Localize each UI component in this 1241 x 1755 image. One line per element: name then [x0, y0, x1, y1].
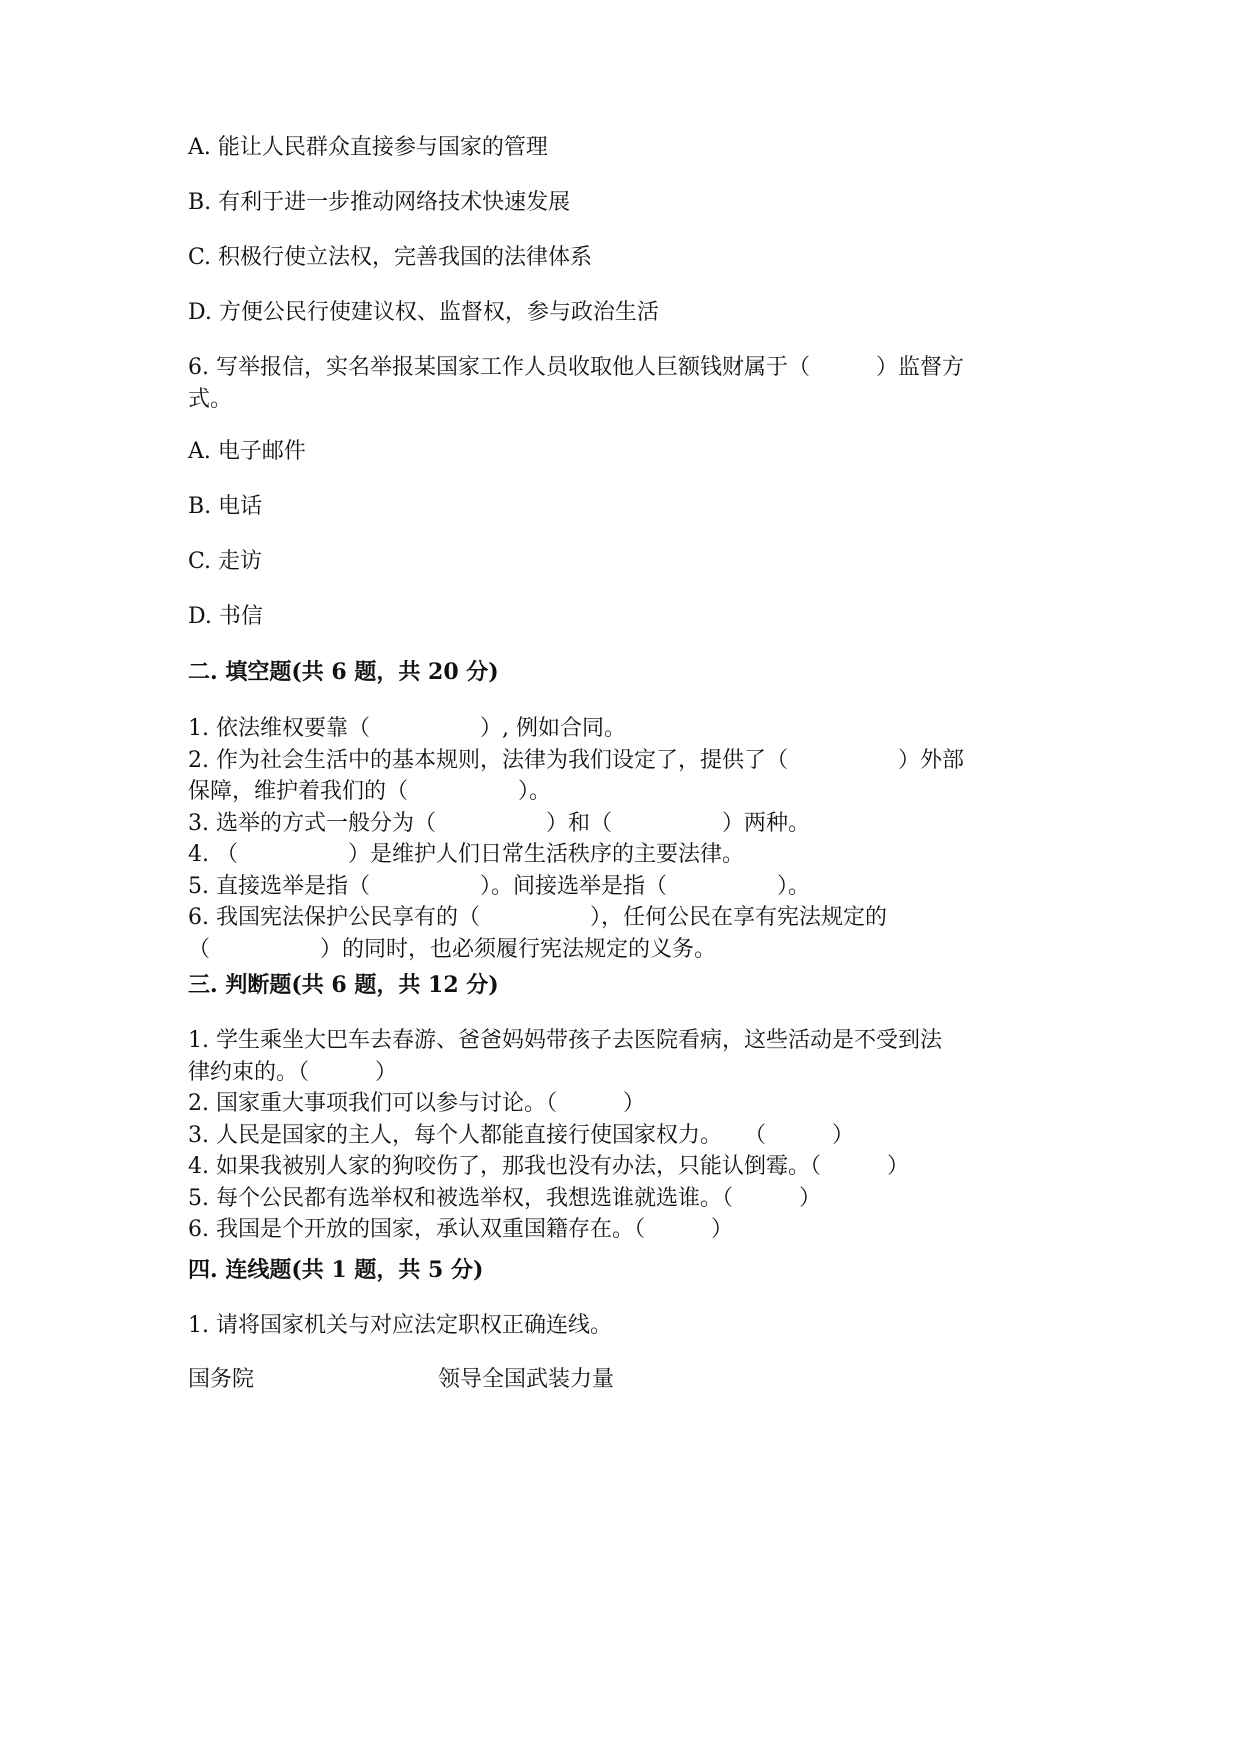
section2-line: 5. 直接选举是指（ ）。间接选举是指（ ）。	[188, 873, 810, 899]
section4-heading: 四. 连线题(共 1 题，共 5 分)	[188, 1257, 484, 1283]
q5-option-b: B. 有利于进一步推动网络技术快速发展	[188, 190, 571, 215]
section2-line: 1. 依法维权要靠（ ）, 例如合同。	[188, 716, 626, 741]
q5-option-a: A. 能让人民群众直接参与国家的管理	[188, 135, 548, 160]
q6-option-a: A. 电子邮件	[188, 439, 306, 464]
q6-option-b: B. 电话	[188, 494, 263, 519]
match-right-item: 领导全国武装力量	[438, 1367, 615, 1392]
q5-option-d: D. 方便公民行使建议权、监督权，参与政治生活	[188, 300, 659, 325]
section2-heading: 二. 填空题(共 6 题，共 20 分)	[188, 659, 499, 685]
q6-option-c: C. 走访	[188, 549, 263, 574]
q6-stem	[188, 352, 1058, 415]
section2-line: 保障，维护着我们的（ ）。	[188, 779, 552, 804]
section3-true-false	[188, 1025, 1068, 1246]
section3-line: 1. 学生乘坐大巴车去春游、爸爸妈妈带孩子去医院看病，这些活动是不受到法	[188, 1028, 942, 1053]
section2-line: 3. 选举的方式一般分为（ ）和（ ）两种。	[188, 810, 810, 836]
section3-line: 律约束的。（ ）	[188, 1059, 398, 1085]
section2-line: 6. 我国宪法保护公民享有的（ ），任何公民在享有宪法规定的	[188, 905, 887, 930]
section3-line: 2. 国家重大事项我们可以参与讨论。（ ）	[188, 1091, 645, 1116]
section2-line: 2. 作为社会生活中的基本规则，法律为我们设定了，提供了（ ）外部	[188, 747, 964, 773]
section3-line: 5. 每个公民都有选举权和被选举权，我想选谁就选谁。（ ）	[188, 1185, 821, 1211]
q6-stem-line1: 6. 写举报信，实名举报某国家工作人员收取他人巨额钱财属于（ ）监督方	[188, 355, 964, 380]
q6-stem-line2: 式。	[188, 386, 233, 412]
section4-question: 1. 请将国家机关与对应法定职权正确连线。	[188, 1313, 612, 1338]
section3-line: 3. 人民是国家的主人，每个人都能直接行使国家权力。 （ ）	[188, 1122, 854, 1148]
section2-line: （ ）的同时，也必须履行宪法规定的义务。	[188, 936, 717, 962]
section3-line: 4. 如果我被别人家的狗咬伤了，那我也没有办法，只能认倒霉。（ ）	[188, 1154, 909, 1179]
section3-line: 6. 我国是个开放的国家，承认双重国籍存在。（ ）	[188, 1217, 733, 1242]
section3-heading: 三. 判断题(共 6 题，共 12 分)	[188, 972, 499, 998]
section2-fill-blank	[188, 713, 1068, 965]
q5-option-c: C. 积极行使立法权，完善我国的法律体系	[188, 245, 593, 270]
match-left-item: 国务院	[188, 1367, 255, 1392]
q6-option-d: D. 书信	[188, 604, 263, 629]
section2-line: 4. （ ）是维护人们日常生活秩序的主要法律。	[188, 842, 744, 867]
